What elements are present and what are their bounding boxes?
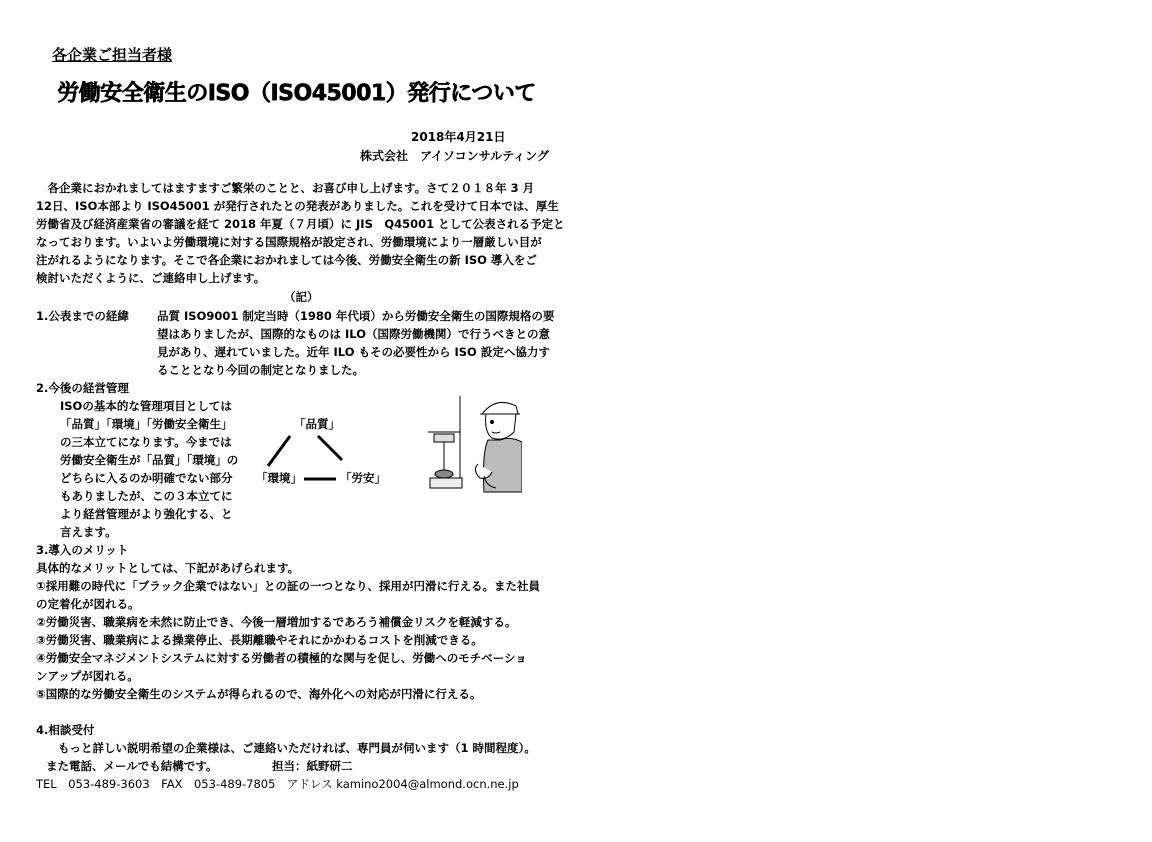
diagram-label-environment: 「環境」 bbox=[256, 471, 302, 485]
section2-line: より経営管理がより強化する、と bbox=[60, 507, 233, 521]
worker-inspecting-illustration bbox=[426, 392, 522, 498]
section3-line: ①採用難の時代に「ブラック企業ではない」との証の一つとなり、採用が円滑に行える。また社員 bbox=[36, 579, 541, 593]
section1-line: ることとなり今回の制定となりました。 bbox=[157, 363, 364, 377]
section2-line: どちらに入るのか明確でない部分 bbox=[60, 471, 233, 485]
diagram-line-left bbox=[268, 436, 290, 466]
triangle-diagram-lines bbox=[260, 430, 370, 490]
issue-date: 2018年4月21日 bbox=[411, 130, 506, 144]
section2-line: 言えます。 bbox=[60, 525, 117, 539]
contact-person: 担当：紙野研二 bbox=[272, 759, 353, 773]
salutation: 各企業ご担当者様 bbox=[52, 46, 173, 64]
section3-line: ③労働災害、職業病による操業停止、長期離職やそれにかかわるコストを削減できる。 bbox=[36, 633, 483, 647]
intro-line: 各企業におかれましてはますますご繁栄のことと、お喜び申し上げます。さて２０１８年 3 月 bbox=[36, 181, 535, 195]
section1-line: 望はありましたが、国際的なものは ILO（国際労働機関）で行うべきとの意 bbox=[157, 327, 550, 341]
intro-line: 12日、ISO本部より ISO45001 が発行されたとの発表がありました。これを受けて日本では、厚生 bbox=[36, 199, 559, 213]
section4-heading: 4.相談受付 bbox=[36, 723, 95, 737]
section2-line: の三本立てになります。今までは bbox=[60, 435, 232, 449]
diagram-line-right bbox=[318, 436, 342, 460]
section2-line: ISOの基本的な管理項目としては bbox=[60, 399, 232, 413]
section4-line: また電話、メールでも結構です。 bbox=[46, 759, 218, 773]
section1-line: 見があり、遅れていました。近年 ILO もその必要性から ISO 設定へ協力す bbox=[157, 345, 550, 359]
section3-heading: 3.導入のメリット bbox=[36, 543, 129, 557]
contact-info: TEL 053-489-3603 FAX 053-489-7805 アドレス kamino2004@almond.ocn.ne.jp bbox=[36, 777, 519, 791]
section2-line: 「品質」「環境」「労働安全衛生」 bbox=[60, 417, 233, 431]
section2-line: 労働安全衛生が「品質」「環境」の bbox=[60, 453, 239, 467]
intro-line: 検討いただくように、ご連絡申し上げます。 bbox=[36, 271, 266, 285]
section3-line: 具体的なメリットとしては、下記があげられます。 bbox=[36, 561, 300, 575]
intro-line: 注がれるようになります。そこで各企業におかれましては今後、労働安全衛生の新 ISO 導入をご bbox=[36, 253, 537, 267]
section3-line: ⑤国際的な労働安全衛生のシステムが得られるので、海外化への対応が円滑に行える。 bbox=[36, 687, 482, 701]
section2-heading: 2.今後の経営管理 bbox=[36, 381, 129, 395]
diagram-label-safety: 「労安」 bbox=[340, 471, 386, 485]
section3-line: ④労働安全マネジメントシステムに対する労働者の積極的な関与を促し、労働へのモチベーショ bbox=[36, 651, 527, 665]
section2-line: もありましたが、この３本立てに bbox=[60, 489, 233, 503]
ki-mark: （記） bbox=[284, 290, 319, 304]
section3-line: ンアップが図れる。 bbox=[36, 669, 139, 683]
intro-line: なっております。いよいよ労働環境に対する国際規格が設定され、労働環境により一層厳しい目が bbox=[36, 235, 542, 249]
section1-line: 品質 ISO9001 制定当時（1980 年代頃）から労働安全衛生の国際規格の要 bbox=[157, 309, 555, 323]
section4-line: もっと詳しい説明希望の企業様は、ご連絡いただければ、専門員が伺います（1 時間程度）。 bbox=[58, 741, 536, 755]
intro-line: 労働省及び経済産業省の審議を経て 2018 年夏（７月頃）に JIS Q45001 として公表される予定と bbox=[36, 217, 565, 231]
section3-line: ②労働災害、職業病を未然に防止でき、今後一層増加するであろう補償金リスクを軽減する。 bbox=[36, 615, 517, 629]
section3-line: の定着化が図れる。 bbox=[36, 597, 140, 611]
diagram-label-quality: 「品質」 bbox=[294, 417, 340, 431]
company-name: 株式会社 アイソコンサルティング bbox=[360, 149, 549, 163]
document-title: 労働安全衛生のISO（ISO45001）発行について bbox=[57, 81, 536, 106]
section1-heading: 1.公表までの経緯 bbox=[36, 309, 129, 323]
